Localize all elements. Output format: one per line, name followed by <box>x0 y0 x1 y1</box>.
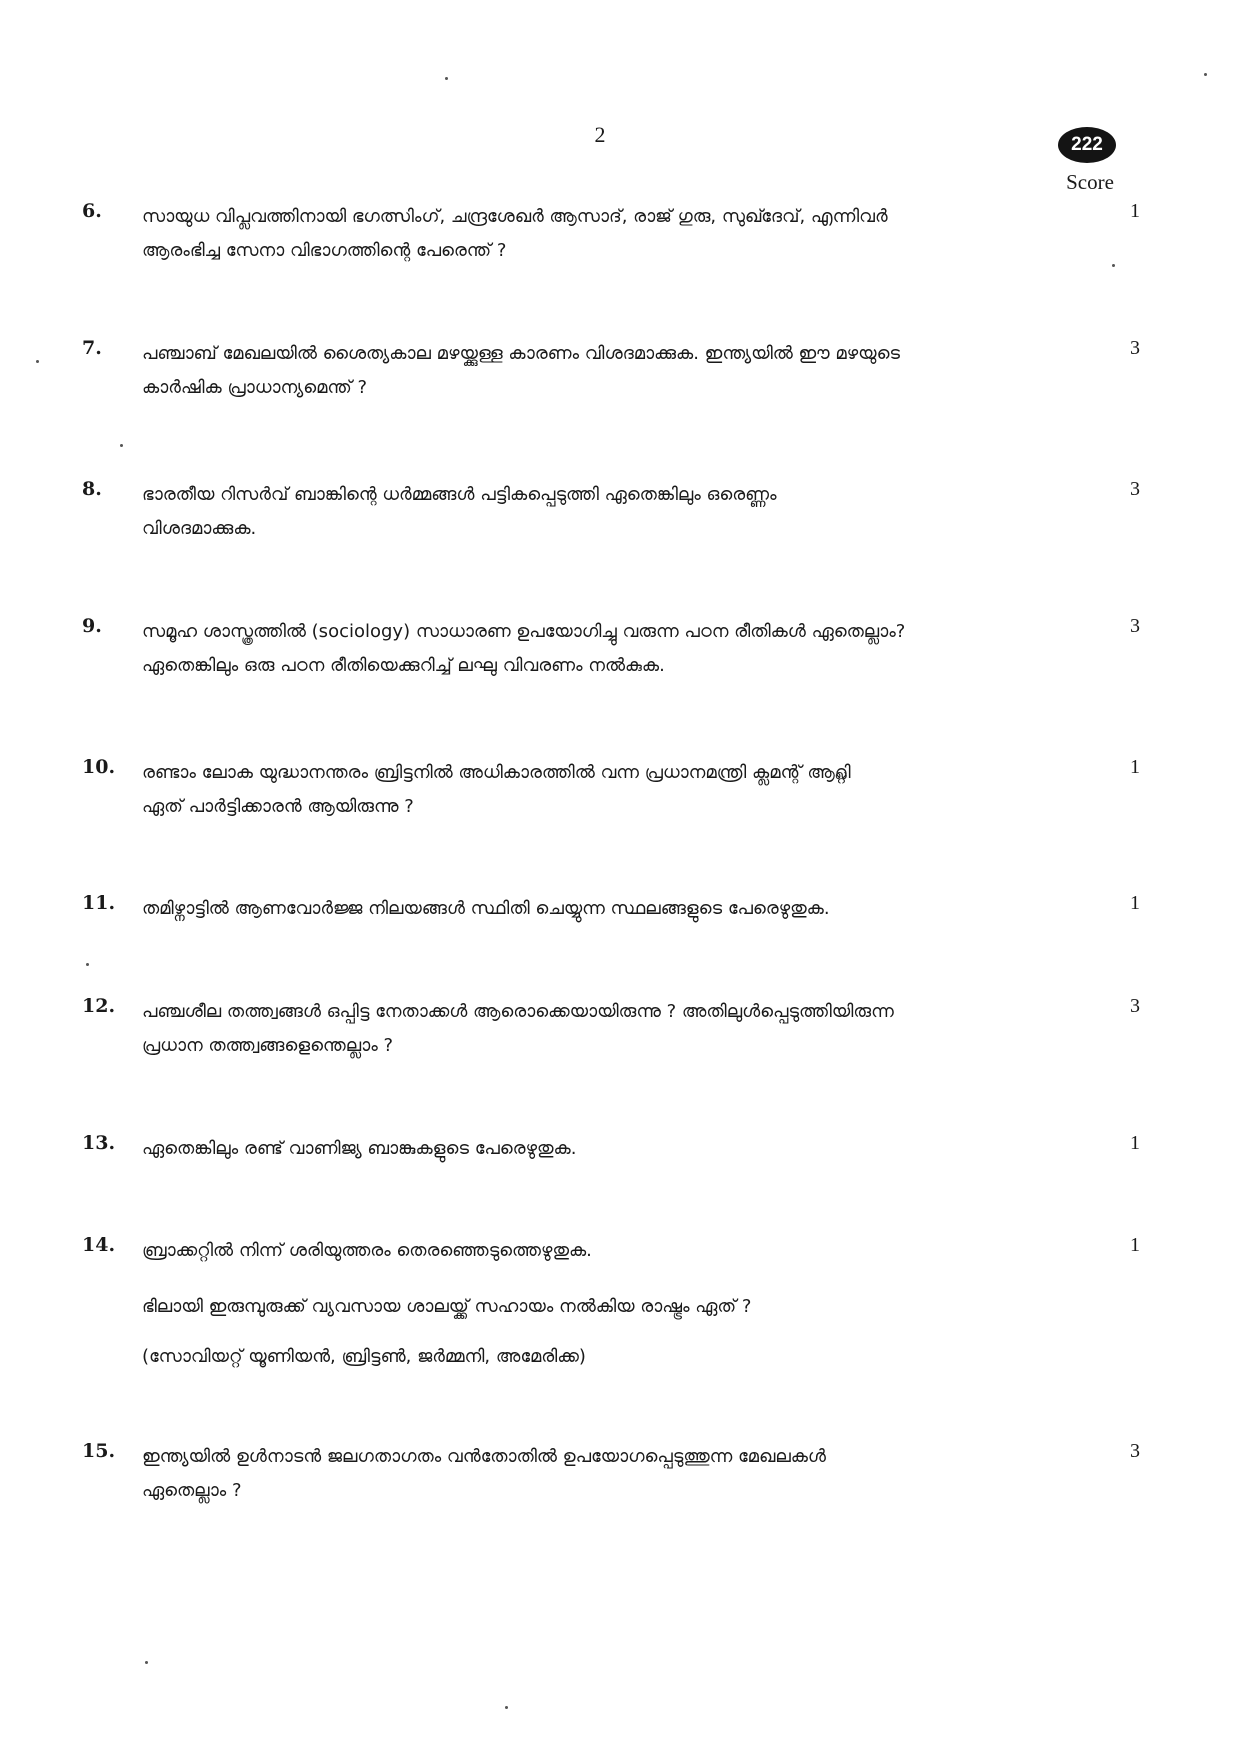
question-line: ഏത് പാർട്ടിക്കാരൻ ആയിരുന്നു ? <box>142 796 414 817</box>
question-score: 1 <box>1130 892 1140 914</box>
page-number: 2 <box>594 122 606 147</box>
question-text <box>142 1132 1084 1166</box>
question-line: തമിഴ്നാട്ടിൽ ആണവോർജ്ജ നിലയങ്ങൾ സ്ഥിതി ചെയ്യുന്ന സ്ഥലങ്ങളുടെ പേരെഴുതുക. <box>142 898 830 919</box>
scan-speck <box>120 444 123 447</box>
question-number: 12. <box>82 995 116 1017</box>
question-score: 3 <box>1130 615 1140 637</box>
question-line: സമൂഹ ശാസ്ത്രത്തിൽ (sociology) സാധാരണ ഉപയോഗിച്ചു വരുന്ന പഠന രീതികൾ ഏതെല്ലാം? <box>142 621 906 642</box>
question-line: പഞ്ചാബ് മേഖലയിൽ ശൈത്യകാല മഴയ്ക്കുള്ള കാരണം വിശദമാക്കുക. ഇന്ത്യയിൽ ഈ മഴയുടെ <box>142 343 901 364</box>
question-line: ആരംഭിച്ച സേനാ വിഭാഗത്തിന്റെ പേരെന്ത് ? <box>142 240 507 261</box>
scan-speck <box>1112 264 1115 267</box>
question-number: 11. <box>82 892 116 914</box>
question-text <box>142 1234 1084 1374</box>
question-score: 1 <box>1130 200 1140 222</box>
question-text <box>142 1440 1084 1508</box>
question-number: 10. <box>82 756 116 778</box>
scan-speck <box>86 963 89 966</box>
question-line: പഞ്ചശീല തത്ത്വങ്ങൾ ഒപ്പിട്ട നേതാക്കൾ ആരൊക്കെയായിരുന്നു ? അതിലുൾപ്പെടുത്തിയിരുന്ന <box>142 1001 894 1022</box>
question-score: 1 <box>1130 756 1140 778</box>
scan-speck <box>36 360 39 363</box>
question-score: 1 <box>1130 1234 1140 1256</box>
question-line: ഭാരതീയ റിസർവ് ബാങ്കിന്റെ ധർമ്മങ്ങൾ പട്ടികപ്പെടുത്തി ഏതെങ്കിലും ഒരെണ്ണം <box>142 484 777 505</box>
score-column-label: Score <box>1066 170 1114 194</box>
question-score: 3 <box>1130 337 1140 359</box>
question-score: 3 <box>1130 995 1140 1017</box>
scan-speck <box>505 1706 508 1709</box>
question-number: 15. <box>82 1440 116 1462</box>
question-text <box>142 892 1084 926</box>
question-line: ഏതെങ്കിലും രണ്ട് വാണിജ്യ ബാങ്കുകളുടെ പേരെഴുതുക. <box>142 1138 577 1159</box>
scan-speck <box>1204 73 1207 76</box>
question-line: സായുധ വിപ്ലവത്തിനായി ഭഗത്സിംഗ്, ചന്ദ്രശേഖർ ആസാദ്, രാജ് ഗുരു, സുഖ്ദേവ്, എന്നിവർ <box>142 206 888 227</box>
question-text <box>142 615 1084 683</box>
question-subtext: ഭിലായി ഇരുമ്പുരുക്ക് വ്യവസായ ശാലയ്ക്ക് സഹായം നൽകിയ രാഷ്ട്രം ഏത് ? <box>142 1296 752 1317</box>
question-number: 14. <box>82 1234 116 1256</box>
question-score: 3 <box>1130 478 1140 500</box>
question-line: പ്രധാന തത്ത്വങ്ങളെന്തെല്ലാം ? <box>142 1035 394 1056</box>
question-number: 7. <box>82 337 102 359</box>
question-text <box>142 337 1084 405</box>
question-score: 1 <box>1130 1132 1140 1154</box>
question-line: ഏതെല്ലാം ? <box>142 1480 242 1501</box>
scan-speck <box>445 77 448 80</box>
question-line: രണ്ടാം ലോക യുദ്ധാനന്തരം ബ്രിട്ടനിൽ അധികാരത്തിൽ വന്ന പ്രധാനമന്ത്രി ക്ലമന്റ് ആറ്റ്ലി <box>142 762 851 783</box>
question-number: 13. <box>82 1132 116 1154</box>
question-line: കാർഷിക പ്രാധാന്യമെന്ത് ? <box>142 377 368 398</box>
question-line: ബ്രാക്കറ്റിൽ നിന്ന് ശരിയുത്തരം തെരഞ്ഞെടുത്തെഴുതുക. <box>142 1240 592 1261</box>
question-line: ഏതെങ്കിലും ഒരു പഠന രീതിയെക്കുറിച്ച് ലഘു വിവരണം നൽകുക. <box>142 655 665 676</box>
question-line: വിശദമാക്കുക. <box>142 518 257 539</box>
answer-options: (സോവിയറ്റ് യൂണിയൻ, ബ്രിട്ടൺ, ജർമ്മനി, അമേരിക്ക) <box>142 1346 586 1367</box>
question-text <box>142 200 1084 268</box>
paper-code-badge: 222 <box>1058 127 1116 163</box>
question-line: ഇന്ത്യയിൽ ഉൾനാടൻ ജലഗതാഗതം വൻതോതിൽ ഉപയോഗപ്പെടുത്തുന്ന മേഖലകൾ <box>142 1446 827 1467</box>
question-number: 8. <box>82 478 102 500</box>
question-text <box>142 756 1084 824</box>
question-text <box>142 478 1084 546</box>
question-number: 9. <box>82 615 102 637</box>
scan-speck <box>145 1661 148 1664</box>
question-text <box>142 995 1084 1063</box>
question-score: 3 <box>1130 1440 1140 1462</box>
question-number: 6. <box>82 200 102 222</box>
